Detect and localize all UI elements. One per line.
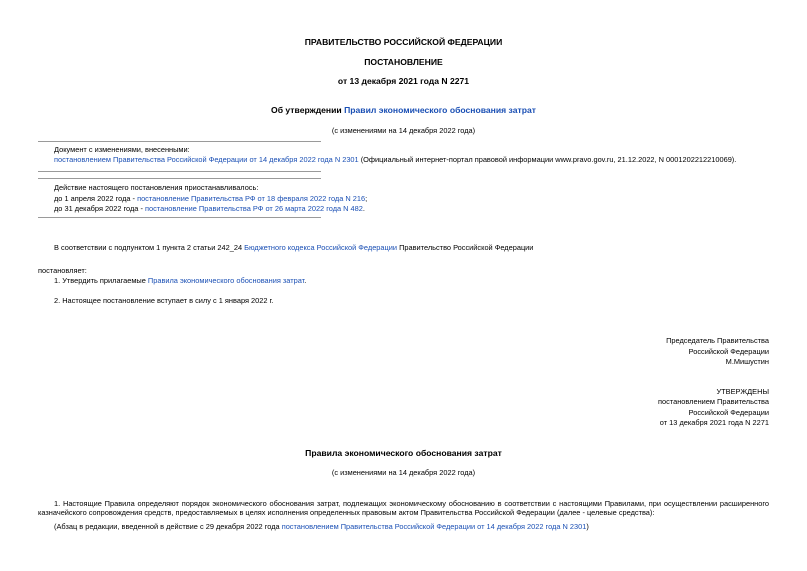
approved-heading: УТВЕРЖДЕНЫ <box>716 387 769 396</box>
amendments-label: Документ с изменениями, внесенными: <box>54 145 190 154</box>
approved-line-3: Российской Федерации <box>688 408 769 417</box>
signature-country: Российской Федерации <box>688 347 769 356</box>
rules-revision: (с изменениями на 14 декабря 2022 года) <box>331 468 476 477</box>
decree-item-1 <box>54 276 306 285</box>
budget-code-link[interactable]: Бюджетного кодекса Российской Федерации <box>244 243 398 252</box>
suspension-label: Действие настоящего постановления приостанавливалось: <box>54 183 259 192</box>
preamble-suffix: Правительство Российской Федерации <box>397 243 534 252</box>
divider <box>38 171 321 172</box>
suspension-line-2-prefix: до 31 декабря 2022 года - <box>54 204 145 213</box>
decree-item-1-suffix: . <box>304 276 307 285</box>
suspension-line-1-prefix: до 1 апреля 2022 года - <box>54 194 138 203</box>
document-title <box>0 105 807 116</box>
document-date-number: от 13 декабря 2021 года N 2271 <box>337 76 470 86</box>
amendments-line <box>54 155 736 164</box>
suspension-line-1-suffix: ; <box>365 194 368 203</box>
revision-note: (с изменениями на 14 декабря 2022 года) <box>331 126 476 135</box>
decree-word: постановляет: <box>38 266 87 275</box>
divider <box>38 217 321 218</box>
decree-item-1-prefix: 1. Утвердить прилагаемые <box>54 276 148 285</box>
amendment-decree-link[interactable]: постановлением Правительства Российской Федерации от 14 декабря 2022 года N 2301 <box>54 155 359 164</box>
title-prefix: Об утверждении <box>271 105 345 115</box>
suspension-line-2 <box>54 204 365 213</box>
suspension-decree-482-link[interactable]: постановление Правительства РФ от 26 марта 2022 года N 482 <box>144 204 363 213</box>
title-rules-link[interactable]: Правил экономического обоснования затрат <box>344 105 536 115</box>
approved-line-4: от 13 декабря 2021 года N 2271 <box>659 418 769 427</box>
rules-edit-note-suffix: ) <box>586 522 589 531</box>
approved-line-2: постановлением Правительства <box>658 397 769 406</box>
suspension-line-2-suffix: . <box>362 204 365 213</box>
signature-title: Председатель Правительства <box>666 336 769 345</box>
suspension-line-1 <box>54 194 367 203</box>
amendments-suffix: (Официальный интернет-портал правовой информации www.pravo.gov.ru, 21.12.2022, N 0001202212210069). <box>358 155 737 164</box>
signature-name: М.Мишустин <box>725 357 769 366</box>
preamble-prefix: В соответствии с подпунктом 1 пункта 2 статьи 242_24 <box>54 243 245 252</box>
government-heading: ПРАВИТЕЛЬСТВО РОССИЙСКОЙ ФЕДЕРАЦИИ <box>304 37 503 47</box>
document-type: ПОСТАНОВЛЕНИЕ <box>364 57 443 67</box>
divider <box>38 141 321 142</box>
rules-edit-note-prefix: (Абзац в редакции, введенной в действие с 29 декабря 2022 года <box>54 522 282 531</box>
rules-paragraph-1: 1. Настоящие Правила определяют порядок экономического обоснования затрат, подлежащих экономическому обоснованию в соответствии с настоящими Правилами, при осуществлении расширенного казначейского сопровождения средств, предоставляемых в целях исполнения определенных правовым актом Правительства Российской Федерации (далее - целевые средства): <box>38 499 769 518</box>
rules-title: Правила экономического обоснования затрат <box>305 448 502 458</box>
rules-amendment-link[interactable]: постановлением Правительства Российской Федерации от 14 декабря 2022 года N 2301 <box>281 522 587 531</box>
rules-edit-note <box>54 522 589 531</box>
rules-link[interactable]: Правила экономического обоснования затрат <box>147 276 305 285</box>
preamble <box>54 243 533 252</box>
suspension-decree-216-link[interactable]: постановление Правительства РФ от 18 февраля 2022 года N 216 <box>137 194 366 203</box>
divider <box>38 178 321 179</box>
decree-item-2: 2. Настоящее постановление вступает в силу с 1 января 2022 г. <box>54 296 274 305</box>
